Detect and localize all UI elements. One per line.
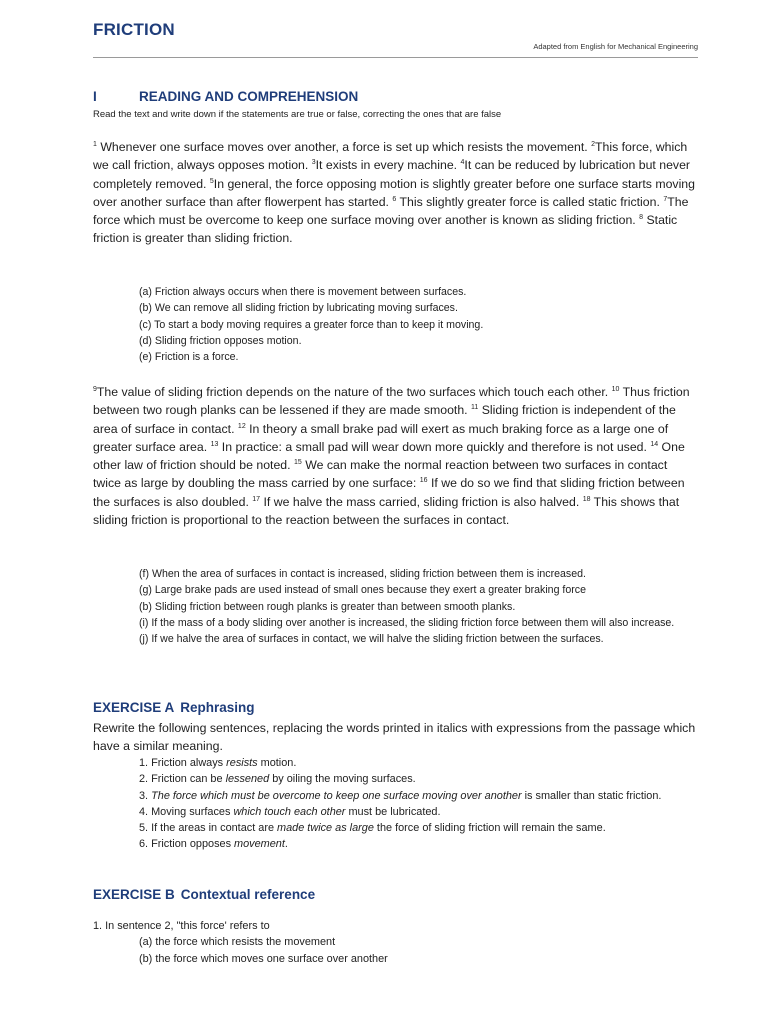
exercise-item [139,804,699,820]
paragraph-2 [93,383,698,529]
italic-phrase: made twice as large [277,822,374,835]
paragraph-1 [93,138,698,248]
sentence-text: Static friction is greater than sliding friction. [93,213,678,246]
sentence-text: It can be reduced by lubrication but never completely removed. [93,158,691,191]
exercise-item [139,836,699,852]
item-text: . [284,838,288,851]
sentence-text: We can make the normal reaction between two surfaces in contact twice as large by doubling the mass carried by one surface: [93,458,668,491]
statement-item: (f) When the area of surfaces in contact is increased, sliding friction between them is increased. [139,568,586,580]
sentence-text: If we do so we find that sliding friction between the surfaces is also doubled. [93,476,685,509]
sentence-number: 6 [392,195,397,203]
sentence-number: 13 [210,440,219,448]
italic-phrase: movement [234,838,285,851]
sentence-number: 1 [93,140,97,148]
statement-item: (d) Sliding friction opposes motion. [139,334,302,347]
statement-item: (i) If the mass of a body sliding over another is increased, the sliding friction force between them will also increase. [139,616,675,629]
sentence-text: It exists in every machine. [315,158,461,173]
exercise-a-title: Rephrasing [180,700,255,715]
sentence-text: If we halve the mass carried, sliding friction is also halved. [260,494,583,509]
italic-phrase: which touch each other [233,805,346,818]
italic-phrase: resists [226,757,258,769]
italic-phrase: The force which must be overcome to keep one surface moving over another [151,789,522,802]
sentence-number: 11 [471,404,479,412]
item-text: the force of sliding friction will remain the same. [373,822,606,835]
sentence-number: 14 [650,440,659,448]
exercise-item [139,820,699,836]
sentence-text: Thus friction between two rough planks can be lessened if they are made smooth. [93,385,690,418]
sentence-text: This shows that sliding friction is proportional to the reaction between the surfaces in contact. [93,494,680,528]
sentence-number: 5 [209,177,214,185]
sentence-number: 4 [460,159,465,167]
item-text: must be lubricated. [345,805,441,818]
document-title: FRICTION [93,20,175,39]
exercise-item [139,788,699,804]
statements-list-1 [139,284,699,365]
exercise-b-question-1 [93,918,693,967]
sentence-text: One other law of friction should be noted. [93,439,685,473]
section-number: I [93,89,97,104]
sentence-text: The value of sliding friction depends on the nature of the two surfaces which touch each other. [96,385,612,399]
question-text: 1. In sentence 2, "this force' refers to [93,920,270,932]
statements-list-2 [139,566,699,647]
statement-item: (e) Friction is a force. [139,351,239,364]
exercise-item [139,771,699,787]
item-text: by oiling the moving surfaces. [269,773,416,786]
item-text: 4. Moving surfaces [139,805,234,818]
exercise-b-heading [93,887,315,902]
exercise-a-label: EXERCISE A [93,700,175,715]
item-text: 6. Friction opposes [139,838,235,851]
section-instruction: Read the text and write down if the statements are true or false, correcting the ones that are false [93,109,502,120]
sentence-text: Whenever one surface moves over another, a force is set up which resists the movement. [96,140,592,154]
sentence-number: 8 [639,214,644,222]
exercise-b-label: EXERCISE B [93,887,175,902]
sentence-text: In theory a small brake pad will exert as much braking force as a large one of greater surface area. [93,421,669,454]
item-text: 3. [139,789,152,802]
exercise-b-title: Contextual reference [180,887,316,902]
header-divider [93,57,698,58]
statement-item: (j) If we halve the area of surfaces in contact, we will halve the sliding friction between the surfaces. [139,633,604,646]
italic-phrase: lessened [225,773,270,786]
statement-item: (c) To start a body moving requires a greater force than to keep it moving. [139,318,484,331]
exercise-a-heading [93,700,255,715]
statement-item: (b) We can remove all sliding friction by lubricating moving surfaces. [139,302,458,315]
source-note: Adapted from English for Mechanical Engineering [533,42,698,51]
section-heading [93,89,358,104]
item-text: 5. If the areas in contact are [139,822,278,835]
exercise-a-list [139,755,699,853]
statement-item: (a) Friction always occurs when there is movement between surfaces. [139,286,467,298]
sentence-number: 7 [663,195,668,203]
sentence-text: The force which must be overcome to keep one surface moving over another is known as sliding friction. [93,194,689,228]
sentence-number: 10 [611,385,620,393]
statement-item: (b) Sliding friction between rough planks is greater than between smooth planks. [139,600,516,613]
exercise-a-intro: Rewrite the following sentences, replacing the words printed in italics with expressions from the passage which have a similar meaning. [93,721,696,754]
sentence-number: 16 [419,477,428,485]
section-title: READING AND COMPREHENSION [139,89,359,104]
sentence-number: 18 [582,495,591,503]
sentence-text: This force, which we call friction, always opposes motion. [93,140,688,173]
item-text: 2. Friction can be [139,773,226,786]
option-b: (b) the force which moves one surface over another [139,952,388,965]
sentence-number: 9 [93,385,97,393]
sentence-text: This slightly greater force is called static friction. [396,194,664,209]
item-text: is smaller than static friction. [521,789,662,802]
sentence-text: In practice: a small pad will wear down more quickly and therefore is not used. [218,439,651,454]
item-text: motion. [257,757,297,769]
item-text: 1. Friction always [139,757,227,769]
sentence-number: 15 [293,459,302,467]
option-a: (a) the force which resists the movement [139,936,336,949]
sentence-text: Sliding friction is independent of the area of surface in contact. [93,403,676,436]
sentence-number: 3 [311,159,316,167]
sentence-number: 2 [591,140,595,148]
sentence-number: 17 [252,495,261,503]
exercise-item [139,755,699,771]
sentence-number: 12 [237,422,246,430]
sentence-text: In general, the force opposing motion is slightly greater before one surface starts moving over another surface than after flowerpent has started. [93,176,695,209]
statement-item: (g) Large brake pads are used instead of small ones because they exert a greater braking force [139,584,586,597]
